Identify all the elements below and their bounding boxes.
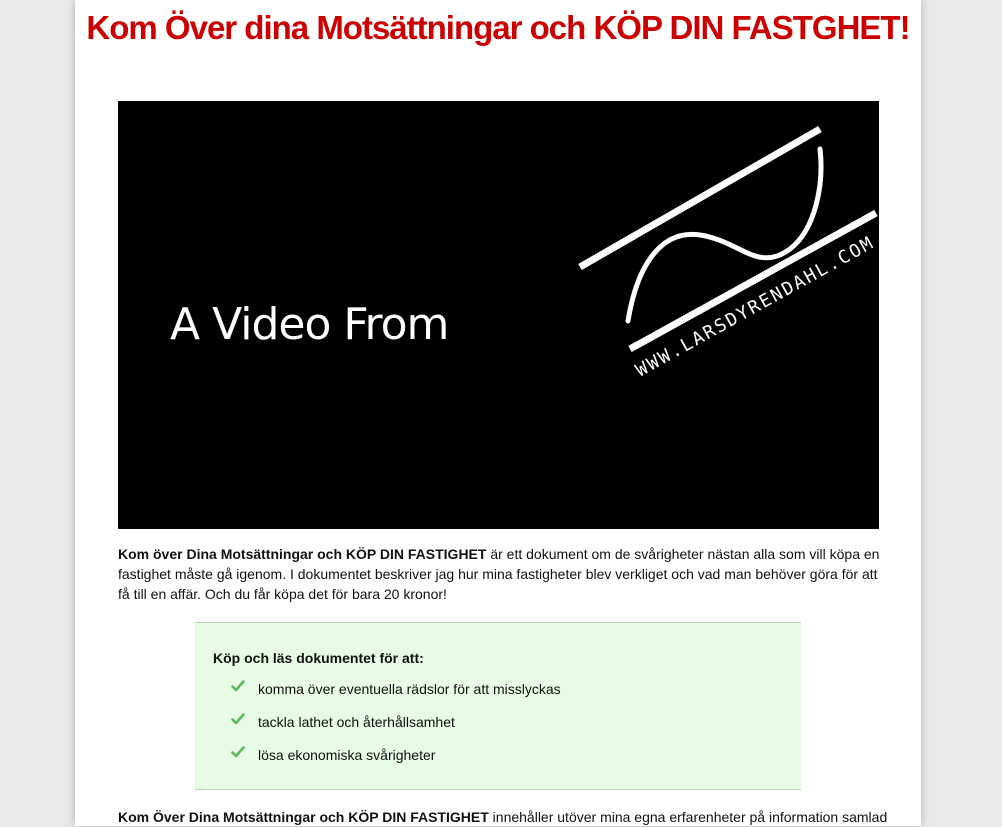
- check-icon: [231, 712, 245, 726]
- outro-paragraph: [118, 807, 888, 827]
- page-content: [75, 0, 921, 826]
- benefit-item-label: tackla lathet och återhållsamhet: [258, 714, 455, 730]
- outro-bold-title: Kom Över Dina Motsättningar och KÖP DIN FASTIGHET: [118, 809, 489, 825]
- logo-url-text: WWW.LARSDYRENDAHL.COM: [632, 232, 878, 382]
- larsdyrendahl-logo: [558, 111, 878, 411]
- intro-paragraph: [118, 544, 880, 604]
- check-icon: [231, 745, 245, 759]
- benefit-item-label: komma över eventuella rädslor för att misslyckas: [258, 681, 561, 697]
- video-caption: A Video From: [170, 299, 449, 350]
- benefit-item-label: lösa ekonomiska svårigheter: [258, 747, 436, 763]
- benefit-heading: Köp och läs dokumentet för att:: [213, 650, 424, 666]
- outro-text: innehåller utöver mina egna erfarenheter på information samlad: [488, 809, 888, 825]
- intro-text: är ett dokument om de svårigheter nästan alla som vill köpa en fastighet måste gå igenom. I dokumentet beskriver jag hur mina fastigheter blev verkliget och vad man behöver göra för att få till en affär. Och du får köpa det för bara 20 kronor!: [118, 546, 880, 602]
- video-player[interactable]: [118, 101, 879, 529]
- intro-bold-title: Kom över Dina Motsättningar och KÖP DIN FASTIGHET: [118, 546, 487, 562]
- benefit-box: [195, 622, 801, 790]
- page-title: Kom Över dina Motsättningar och KÖP DIN FASTGHET!: [86, 9, 910, 46]
- check-icon: [231, 679, 245, 693]
